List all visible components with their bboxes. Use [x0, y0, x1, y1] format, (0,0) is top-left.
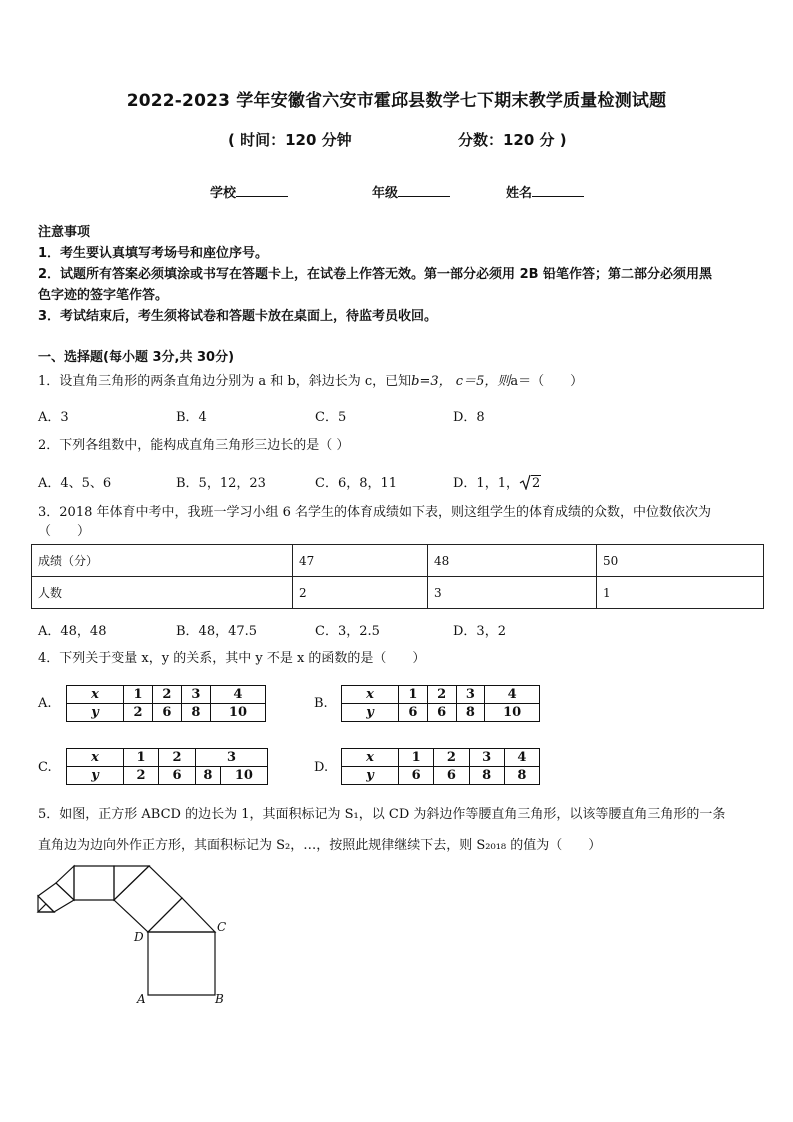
table-cell: 47 — [293, 545, 428, 577]
question-5-line2: 直角边为边向外作正方形，其面积标记为 S₂，…，按照此规律继续下去，则 S₂₀₁₈ 的值为（ ） — [38, 838, 602, 853]
table-cell: 10 — [220, 767, 267, 785]
table-cell: 2 — [124, 704, 153, 722]
table-cell: 6 — [427, 704, 456, 722]
q1-ask: a＝（ ） — [510, 374, 584, 389]
square-pattern-figure — [34, 860, 244, 1010]
sqrt-symbol-icon — [519, 474, 531, 490]
q4-table-c — [66, 748, 268, 785]
table-cell: 6 — [399, 704, 428, 722]
page-title: 2022-2023 学年安徽省六安市霍邱县数学七下期末教学质量检测试题 — [126, 91, 667, 111]
square-5 — [38, 904, 54, 912]
table-cell: 8 — [181, 704, 210, 722]
q1-option-a[interactable]: A．3 — [38, 410, 69, 425]
q1-option-d[interactable]: D．8 — [453, 410, 485, 425]
table-cell: x — [67, 686, 124, 704]
notice-item: 1．考生要认真填写考场号和座位序号。 — [38, 246, 269, 261]
name-field — [506, 182, 584, 201]
table-cell: 1 — [124, 686, 153, 704]
table-row — [32, 577, 764, 609]
triangle-2 — [114, 866, 149, 900]
notice-item: 色字迹的签字笔作答。 — [38, 288, 169, 303]
table-cell: 8 — [456, 704, 485, 722]
table-cell: 8 — [196, 767, 221, 785]
score-table — [31, 544, 764, 609]
table-row — [32, 545, 764, 577]
question-1 — [38, 372, 763, 392]
table-cell: 1 — [597, 577, 764, 609]
school-label: 学校 — [210, 186, 237, 201]
school-blank — [236, 184, 288, 197]
section-heading: 一、选择题(每小题 3分,共 30分) — [38, 350, 235, 365]
point-label-d: D — [134, 930, 144, 944]
notice-item: 2．试题所有答案必须填涂或书写在答题卡上，在试卷上作答无效。第一部分必须用 2B 铅笔作答；第二部分必须用黑 — [38, 267, 713, 282]
notice-item: 3．考试结束后，考生须将试卷和答题卡放在桌面上，待监考员收回。 — [38, 309, 438, 324]
table-cell: 2 — [159, 749, 196, 767]
table-cell: 2 — [152, 686, 181, 704]
grade-blank — [398, 184, 450, 197]
q3-option-d[interactable]: D．3，2 — [453, 624, 506, 639]
q2-option-d[interactable] — [453, 472, 541, 491]
q2-option-d-text: D．1，1， — [453, 476, 519, 491]
question-5-line1: 5．如图，正方形 ABCD 的边长为 1，其面积标记为 S₁，以 CD 为斜边作等腰直角三角形，以该等腰直角三角形的一条 — [38, 807, 726, 822]
q2-option-c[interactable]: C．6，8，11 — [315, 476, 398, 491]
q3-option-b[interactable]: B．48，47.5 — [176, 624, 258, 639]
q4-table-b — [341, 685, 540, 722]
table-cell: 2 — [427, 686, 456, 704]
table-cell: 2 — [124, 767, 159, 785]
question-2: 2．下列各组数中，能构成直角三角形三边长的是（ ） — [38, 438, 350, 453]
table-cell: x — [342, 686, 399, 704]
table-cell: 4 — [485, 686, 540, 704]
square-4 — [38, 883, 74, 912]
q4-option-b[interactable]: B. — [314, 696, 328, 711]
q3-option-c[interactable]: C．3，2.5 — [315, 624, 380, 639]
table-cell: 6 — [399, 767, 434, 785]
notice-heading: 注意事项 — [38, 225, 91, 240]
table-cell: x — [342, 749, 399, 767]
table-cell: 4 — [504, 749, 539, 767]
question-4: 4．下列关于变量 x，y 的关系，其中 y 不是 x 的函数的是（ ） — [38, 651, 426, 666]
table-cell: 1 — [124, 749, 159, 767]
q2-option-a[interactable]: A．4、5、6 — [38, 476, 112, 491]
school-field — [210, 182, 288, 201]
q1-b-value: b=3， — [411, 374, 452, 389]
table-cell: 3 — [469, 749, 504, 767]
triangle-1 — [148, 898, 215, 932]
exam-score: 分数：120 分 ) — [458, 131, 567, 149]
table-cell: 6 — [434, 767, 469, 785]
table-cell: 6 — [152, 704, 181, 722]
q1-c-value: c＝5，则 — [455, 374, 511, 389]
exam-time: ( 时间：120 分钟 — [228, 131, 352, 149]
name-blank — [532, 184, 584, 197]
table-cell: 人数 — [32, 577, 293, 609]
question-3-paren: （ ） — [38, 524, 91, 539]
table-cell: 10 — [485, 704, 540, 722]
table-cell: x — [67, 749, 124, 767]
table-cell: 4 — [210, 686, 265, 704]
grade-field — [372, 182, 450, 201]
table-cell: 48 — [428, 545, 597, 577]
point-label-a: A — [137, 992, 146, 1006]
q4-table-a — [66, 685, 266, 722]
q1-stem: 1．设直角三角形的两条直角边分别为 a 和 b，斜边长为 c，已知 — [38, 374, 412, 389]
q2-option-b[interactable]: B．5，12，23 — [176, 476, 266, 491]
table-cell: 3 — [456, 686, 485, 704]
square-abcd — [148, 932, 215, 995]
table-cell: y — [67, 767, 124, 785]
table-cell: 10 — [210, 704, 265, 722]
square-2 — [114, 866, 182, 932]
sqrt-radicand: 2 — [531, 476, 541, 491]
table-cell: y — [67, 704, 124, 722]
square-3 — [74, 866, 114, 900]
table-cell: y — [342, 767, 399, 785]
table-cell: 1 — [399, 686, 428, 704]
table-cell: 2 — [293, 577, 428, 609]
table-cell: 1 — [399, 749, 434, 767]
table-cell: 2 — [434, 749, 469, 767]
point-label-c: C — [217, 920, 227, 934]
grade-label: 年级 — [372, 186, 399, 201]
name-label: 姓名 — [506, 186, 533, 201]
table-cell: 成绩（分） — [32, 545, 293, 577]
q4-table-d — [341, 748, 540, 785]
q4-option-c[interactable]: C. — [38, 760, 52, 775]
table-cell: 50 — [597, 545, 764, 577]
q4-option-d[interactable]: D. — [314, 760, 329, 775]
point-label-b: B — [215, 992, 224, 1006]
table-cell: 3 — [196, 749, 268, 767]
table-cell: y — [342, 704, 399, 722]
q4-option-a[interactable]: A. — [38, 696, 52, 711]
question-3: 3．2018 年体育中考中，我班一学习小组 6 名学生的体育成绩如下表，则这组学生的体育成绩的众数，中位数依次为 — [38, 505, 712, 520]
q3-option-a[interactable]: A．48，48 — [38, 624, 107, 639]
table-cell: 3 — [181, 686, 210, 704]
q1-option-b[interactable]: B．4 — [176, 410, 207, 425]
q1-option-c[interactable]: C．5 — [315, 410, 347, 425]
triangle-3 — [56, 866, 74, 900]
table-cell: 8 — [504, 767, 539, 785]
table-cell: 3 — [428, 577, 597, 609]
notice-block — [38, 222, 758, 327]
table-cell: 6 — [159, 767, 196, 785]
table-cell: 8 — [469, 767, 504, 785]
